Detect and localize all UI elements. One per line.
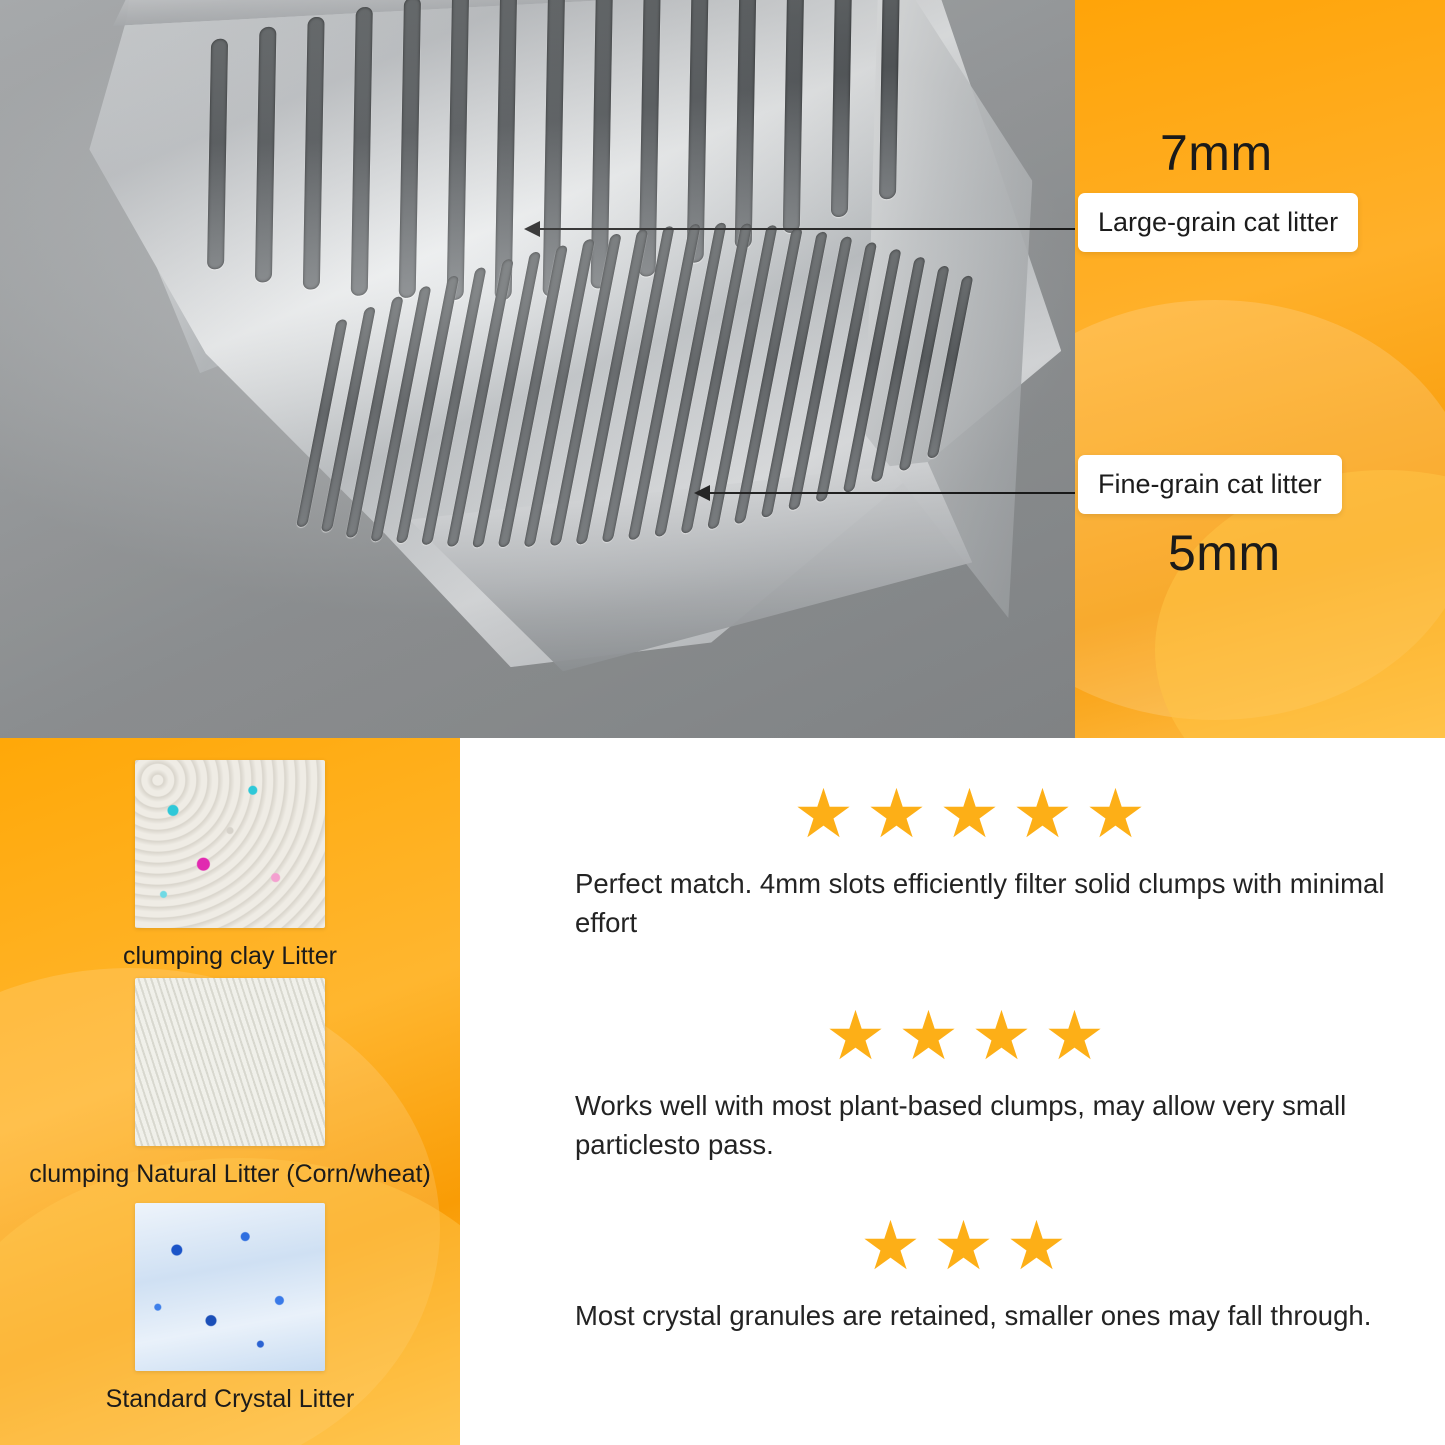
review-item (575, 776, 1405, 942)
leader-line-large-grain (530, 228, 1075, 230)
size-label-fine-grain: 5mm (1168, 525, 1281, 581)
scoop-photo (0, 0, 1075, 738)
arrow-left-icon (694, 485, 710, 501)
callout-large-grain: Large-grain cat litter (1078, 193, 1358, 252)
litter-type-crystal (0, 1203, 460, 1414)
review-text: Perfect match. 4mm slots efficiently filter solid clumps with minimal effort (575, 868, 1385, 939)
review-item (575, 1208, 1405, 1335)
leader-line-fine-grain (700, 492, 1075, 494)
star-icon: ★ (1085, 776, 1146, 852)
star-icon: ★ (1006, 1208, 1067, 1284)
litter-types-column (0, 738, 460, 1445)
litter-type-label: clumping clay Litter (123, 942, 337, 970)
review-text: Works well with most plant-based clumps, may allow very small particlesto pass. (575, 1090, 1347, 1161)
reviews-column (460, 738, 1445, 1445)
star-icon: ★ (933, 1208, 994, 1284)
scoop-rim-top (110, 0, 992, 26)
star-icon: ★ (971, 998, 1032, 1074)
litter-scoop-illustration (51, 0, 1075, 738)
top-orange-band (1075, 0, 1445, 738)
star-icon: ★ (866, 776, 927, 852)
litter-type-natural (0, 978, 460, 1189)
bottom-panel (0, 738, 1445, 1445)
scoop-rim-bottom (408, 460, 977, 679)
star-icon: ★ (860, 1208, 921, 1284)
star-icon: ★ (898, 998, 959, 1074)
litter-type-clay (0, 760, 460, 971)
scoop-rim-right (840, 0, 1055, 625)
star-icon: ★ (1044, 998, 1105, 1074)
star-icon: ★ (1012, 776, 1073, 852)
callout-fine-grain: Fine-grain cat litter (1078, 455, 1342, 514)
rating-stars (860, 1208, 1405, 1284)
rating-stars (793, 776, 1405, 852)
litter-type-label: clumping Natural Litter (Corn/wheat) (29, 1160, 431, 1188)
size-label-large-grain: 7mm (1160, 125, 1273, 181)
star-icon: ★ (793, 776, 854, 852)
litter-type-label: Standard Crystal Litter (105, 1385, 355, 1413)
review-text: Most crystal granules are retained, smaller ones may fall through. (575, 1300, 1372, 1331)
scoop-handle (60, 0, 412, 396)
standard-crystal-litter-photo (135, 1203, 325, 1371)
slot-group-fine (281, 188, 1055, 603)
star-icon: ★ (825, 998, 886, 1074)
star-icon: ★ (939, 776, 1000, 852)
arrow-left-icon (524, 221, 540, 237)
scoop-plate (81, 0, 1075, 695)
review-item (575, 998, 1405, 1164)
clumping-clay-litter-photo (135, 760, 325, 928)
rating-stars (825, 998, 1405, 1074)
clumping-natural-litter-photo (135, 978, 325, 1146)
slot-group-large (177, 0, 983, 353)
